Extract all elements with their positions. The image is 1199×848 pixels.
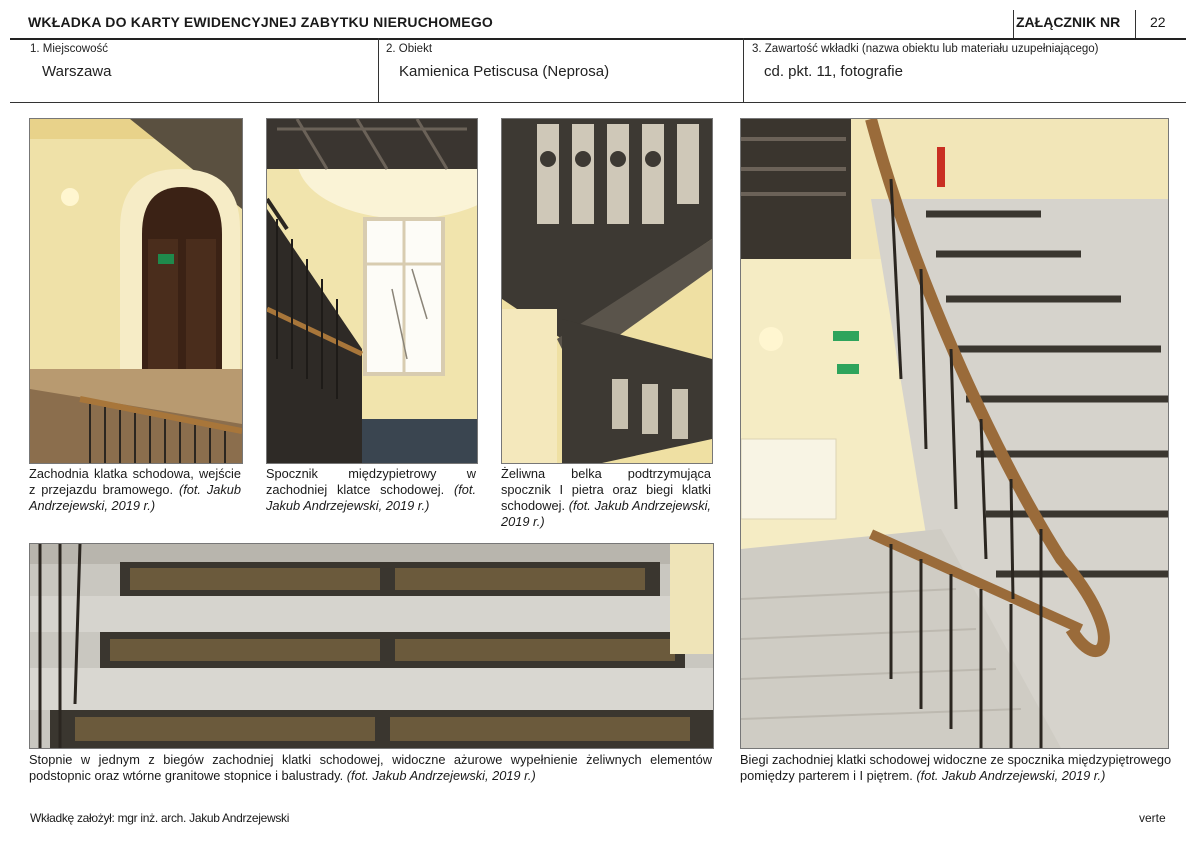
photo-steps-risers [29,543,714,749]
field-2-label: 2. Obiekt [386,43,433,55]
photo-cast-iron-beam [501,118,713,464]
field-3-value: cd. pkt. 11, fotografie [764,63,903,80]
footer-verte: verte [1139,811,1166,825]
field-2-value: Kamienica Petiscusa (Neprosa) [399,63,610,80]
footer-author: Wkładkę założył: mgr inż. arch. Jakub Andrzejewski [30,811,290,825]
caption-photo-3: Żeliwna belka podtrzymująca spocznik I pietra oraz biegi klatki schodowej. (fot. Jakub Andrzejewski, 2019 r.) [501,466,711,529]
field-3-label: 3. Zawartość wkładki (nazwa obiektu lub materiału uzupełniającego) [752,43,1099,55]
document-title: WKŁADKA DO KARTY EWIDENCYJNEJ ZABYTKU NIERUCHOMEGO [28,14,494,30]
photo-staircase-flights [740,118,1169,749]
caption-photo-1: Zachodnia klatka schodowa, wejście z przejazdu bramowego. (fot. Jakub Andrzejewski, 2019 r.) [29,466,242,513]
photo-entrance-staircase [29,118,243,464]
annex-label: ZAŁĄCZNIK NR [1016,14,1121,30]
caption-photo-5: Biegi zachodniej klatki schodowej widoczne ze spocznika międzypiętrowego pomiędzy parterem i I piętrem. (fot. Jakub Andrzejewski, 2019 r.) [740,752,1172,783]
caption-photo-4: Stopnie w jednym z biegów zachodniej klatki schodowej, widoczne ażurowe wypełnienie żeliwnych elementów podstopnic oraz wtórne granitowe stopnice i balustrady. (fot. Jakub Andrzejewski, 2019 r.) [29,752,712,783]
photo-landing-window [266,118,478,464]
caption-photo-2: Spocznik międzypietrowy w zachodniej klatce schodowej. (fot. Jakub Andrzejewski, 2019 r.) [266,466,477,513]
annex-number: 22 [1150,14,1166,30]
field-1-label: 1. Miejscowość [30,43,108,55]
field-1-value: Warszawa [42,63,112,80]
